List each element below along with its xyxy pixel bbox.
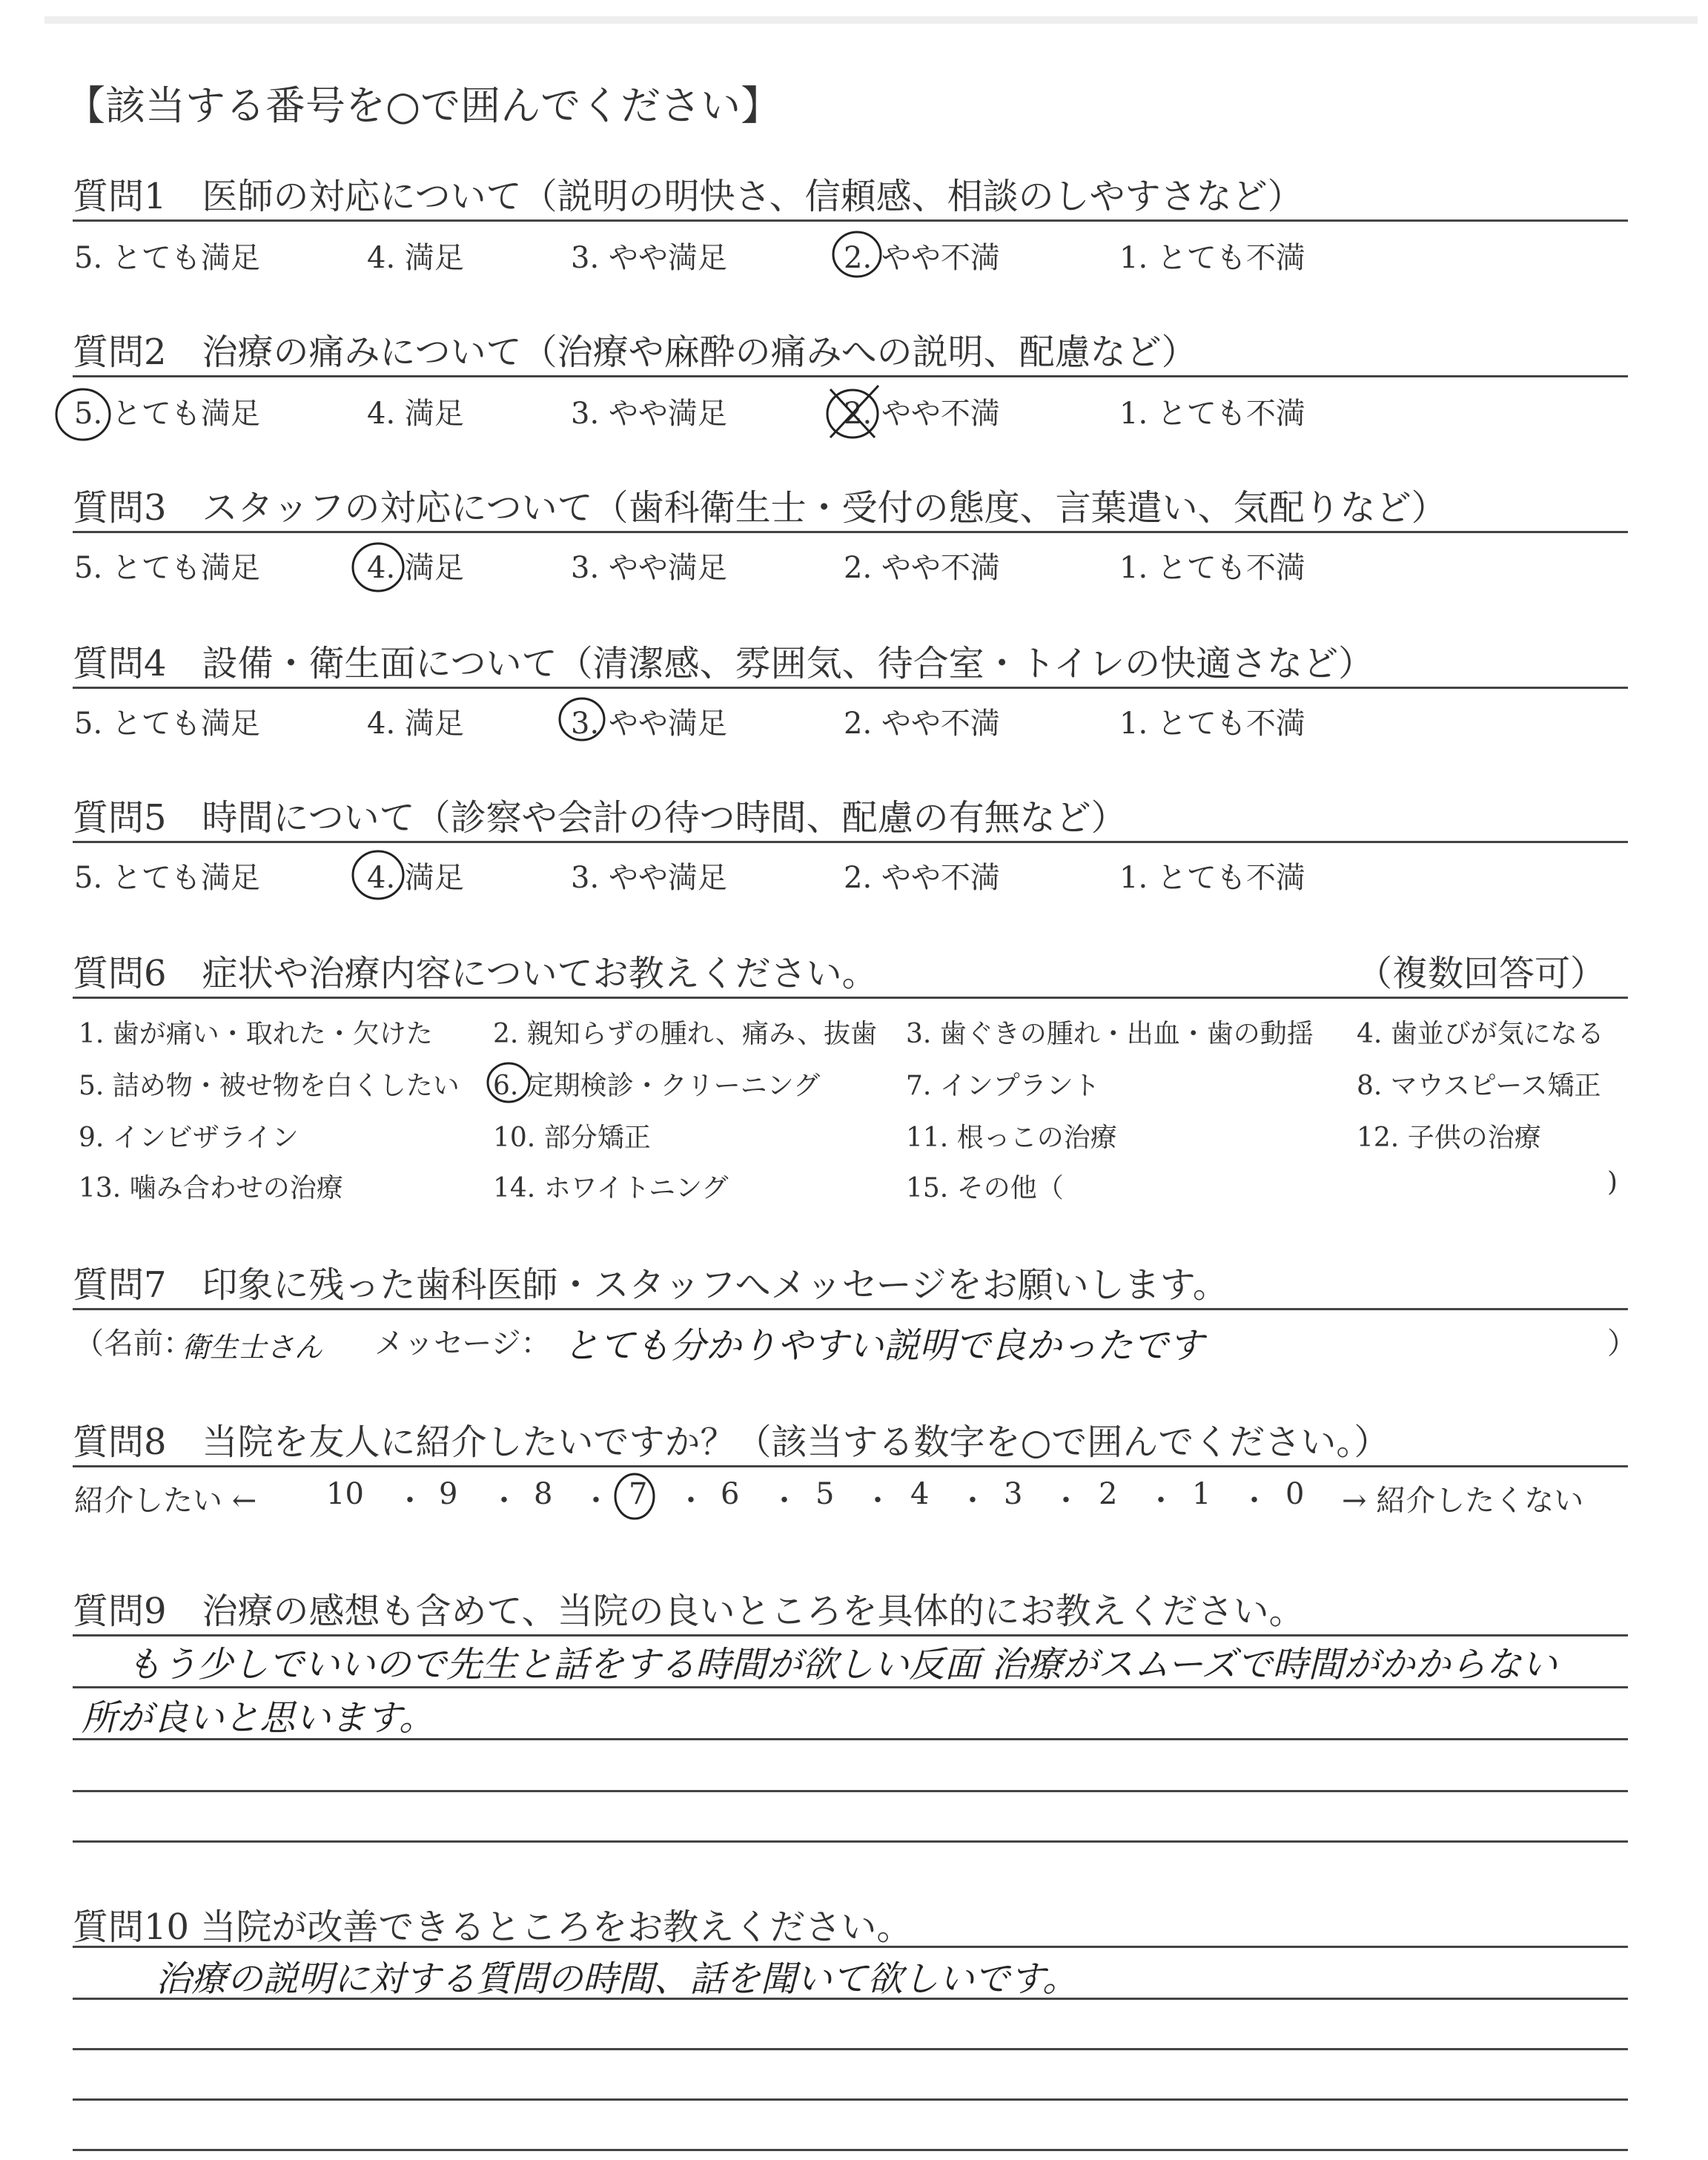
q8-right-label: → 紹介したくない <box>1342 1484 1584 1518</box>
q8-num-0[interactable]: 0 <box>1285 1477 1305 1511</box>
q4-option-2[interactable]: 2. やや不満 <box>844 707 1000 741</box>
q1-title: 質問1 医師の対応について（説明の明快さ、信頼感、相談のしやすさなど） <box>73 176 1303 217</box>
q8-num-9[interactable]: 9 <box>439 1477 458 1511</box>
page-title: 【該当する番号を○で囲んでください】 <box>65 82 781 129</box>
q8-dot: ・ <box>581 1484 611 1518</box>
q7-message-value[interactable]: とても分かりやすい説明で良かったです <box>563 1325 1205 1367</box>
q4-option-4[interactable]: 4. 満足 <box>367 707 464 741</box>
q9-title: 質問9 治療の感想も含めて、当院の良いところを具体的にお教えください。 <box>73 1591 1305 1632</box>
q6-option-8[interactable]: 8. マウスピース矯正 <box>1357 1071 1601 1101</box>
q8-num-5[interactable]: 5 <box>815 1477 835 1511</box>
q8-selected-circle <box>615 1474 654 1519</box>
q2-option-3[interactable]: 3. やや満足 <box>571 397 727 431</box>
q2-option-1[interactable]: 1. とても不満 <box>1119 397 1305 431</box>
q6-selected-circle <box>488 1063 529 1102</box>
q5-option-4[interactable]: 4. 満足 <box>367 861 464 895</box>
q8-num-6[interactable]: 6 <box>721 1477 740 1511</box>
q6-option-13[interactable]: 13. 噛み合わせの治療 <box>79 1173 343 1203</box>
q6-option-15[interactable]: 15. その他（ <box>906 1173 1064 1203</box>
q8-dot: ・ <box>958 1484 987 1518</box>
q6-option-15-close: ) <box>1607 1167 1618 1198</box>
q1-option-4[interactable]: 4. 満足 <box>367 241 464 275</box>
q5-selected-circle <box>353 851 403 899</box>
q1-option-5[interactable]: 5. とても満足 <box>74 241 260 275</box>
q10-title: 質問10 当院が改善できるところをお教えください。 <box>73 1906 913 1948</box>
q8-num-8[interactable]: 8 <box>534 1477 553 1511</box>
q10-answer-line-1[interactable]: 治療の説明に対する質問の時間、話を聞いて欲しいです。 <box>156 1958 1079 2000</box>
q9-answer-line-1[interactable]: もう少しでいいので先生と話をする時間が欲しい反面 治療がスムーズで時間がかからない <box>126 1644 1558 1685</box>
q3-option-3[interactable]: 3. やや満足 <box>571 551 727 585</box>
q4-selected-circle <box>560 698 604 740</box>
q6-option-7[interactable]: 7. インプラント <box>906 1071 1100 1101</box>
q8-num-1[interactable]: 1 <box>1192 1477 1211 1511</box>
q1-option-2[interactable]: 2. やや不満 <box>844 241 1000 275</box>
q6-option-11[interactable]: 11. 根っこの治療 <box>906 1123 1117 1153</box>
q6-option-10[interactable]: 10. 部分矯正 <box>493 1123 651 1153</box>
q7-message-label: メッセージ： <box>374 1327 551 1361</box>
q8-num-3[interactable]: 3 <box>1004 1477 1023 1511</box>
q2-option-2[interactable]: 2. やや不満 <box>844 397 1000 431</box>
q8-left-label: 紹介したい ← <box>74 1484 257 1518</box>
q5-option-3[interactable]: 3. やや満足 <box>571 861 727 895</box>
q6-option-5[interactable]: 5. 詰め物・被せ物を白くしたい <box>79 1071 460 1101</box>
q2-title: 質問2 治療の痛みについて（治療や麻酔の痛みへの説明、配慮など） <box>73 331 1197 373</box>
q3-option-4[interactable]: 4. 満足 <box>367 551 464 585</box>
q7-close: ） <box>1607 1327 1637 1361</box>
q8-title: 質問8 当院を友人に紹介したいですか？（該当する数字を○で囲んでください。） <box>73 1421 1390 1463</box>
q8-dot: ・ <box>769 1484 799 1518</box>
q8-num-10[interactable]: 10 <box>326 1477 364 1511</box>
q5-option-2[interactable]: 2. やや不満 <box>844 861 1000 895</box>
q3-title: 質問3 スタッフの対応について（歯科衛生士・受付の態度、言葉遣い、気配りなど） <box>73 487 1447 529</box>
q6-option-3[interactable]: 3. 歯ぐきの腫れ・出血・歯の動揺 <box>906 1019 1314 1049</box>
q1-option-1[interactable]: 1. とても不満 <box>1119 241 1305 275</box>
q8-dot: ・ <box>1146 1484 1176 1518</box>
q2-crossout-mark <box>827 386 878 437</box>
q4-option-5[interactable]: 5. とても満足 <box>74 707 260 741</box>
q6-option-1[interactable]: 1. 歯が痛い・取れた・欠けた <box>79 1019 433 1049</box>
q6-option-14[interactable]: 14. ホワイトニング <box>493 1173 729 1203</box>
q6-option-4[interactable]: 4. 歯並びが気になる <box>1357 1019 1604 1049</box>
q6-option-9[interactable]: 9. インビザライン <box>79 1123 299 1153</box>
q8-dot: ・ <box>489 1484 519 1518</box>
q7-title: 質問7 印象に残った歯科医師・スタッフへメッセージをお願いします。 <box>73 1264 1228 1306</box>
q1-selected-circle <box>833 232 881 277</box>
q4-title: 質問4 設備・衛生面について（清潔感、雰囲気、待合室・トイレの快適さなど） <box>73 643 1374 684</box>
q8-num-7[interactable]: 7 <box>629 1477 648 1511</box>
q8-dot: ・ <box>1239 1484 1269 1518</box>
q4-option-3[interactable]: 3. やや満足 <box>571 707 727 741</box>
q8-dot: ・ <box>676 1484 706 1518</box>
q6-option-6[interactable]: 6. 定期検診・クリーニング <box>493 1071 821 1101</box>
q6-note: （複数回答可） <box>1357 953 1606 994</box>
q3-option-5[interactable]: 5. とても満足 <box>74 551 260 585</box>
q9-answer-line-2[interactable]: 所が良いと思います。 <box>82 1697 435 1739</box>
q2-selected-circle <box>56 389 110 440</box>
q8-dot: ・ <box>863 1484 893 1518</box>
q6-option-2[interactable]: 2. 親知らずの腫れ、痛み、抜歯 <box>493 1019 878 1049</box>
q8-num-4[interactable]: 4 <box>910 1477 930 1511</box>
q1-option-3[interactable]: 3. やや満足 <box>571 241 727 275</box>
q8-dot: ・ <box>395 1484 425 1518</box>
q3-option-2[interactable]: 2. やや不満 <box>844 551 1000 585</box>
q5-title: 質問5 時間について（診察や会計の待つ時間、配慮の有無など） <box>73 797 1127 839</box>
q6-option-12[interactable]: 12. 子供の治療 <box>1357 1123 1541 1153</box>
q8-dot: ・ <box>1051 1484 1081 1518</box>
q3-option-1[interactable]: 1. とても不満 <box>1119 551 1305 585</box>
q8-num-2[interactable]: 2 <box>1099 1477 1118 1511</box>
q5-option-1[interactable]: 1. とても不満 <box>1119 861 1305 895</box>
q5-option-5[interactable]: 5. とても満足 <box>74 861 260 895</box>
q7-name-label: （名前： <box>74 1327 193 1361</box>
q3-selected-circle <box>353 544 403 591</box>
q4-option-1[interactable]: 1. とても不満 <box>1119 707 1305 741</box>
q2-option-5[interactable]: 5. とても満足 <box>74 397 260 431</box>
q6-title: 質問6 症状や治療内容についてお教えください。 <box>73 953 878 994</box>
q7-name-value[interactable]: 衛生士さん <box>182 1331 323 1364</box>
q2-option-4[interactable]: 4. 満足 <box>367 397 464 431</box>
